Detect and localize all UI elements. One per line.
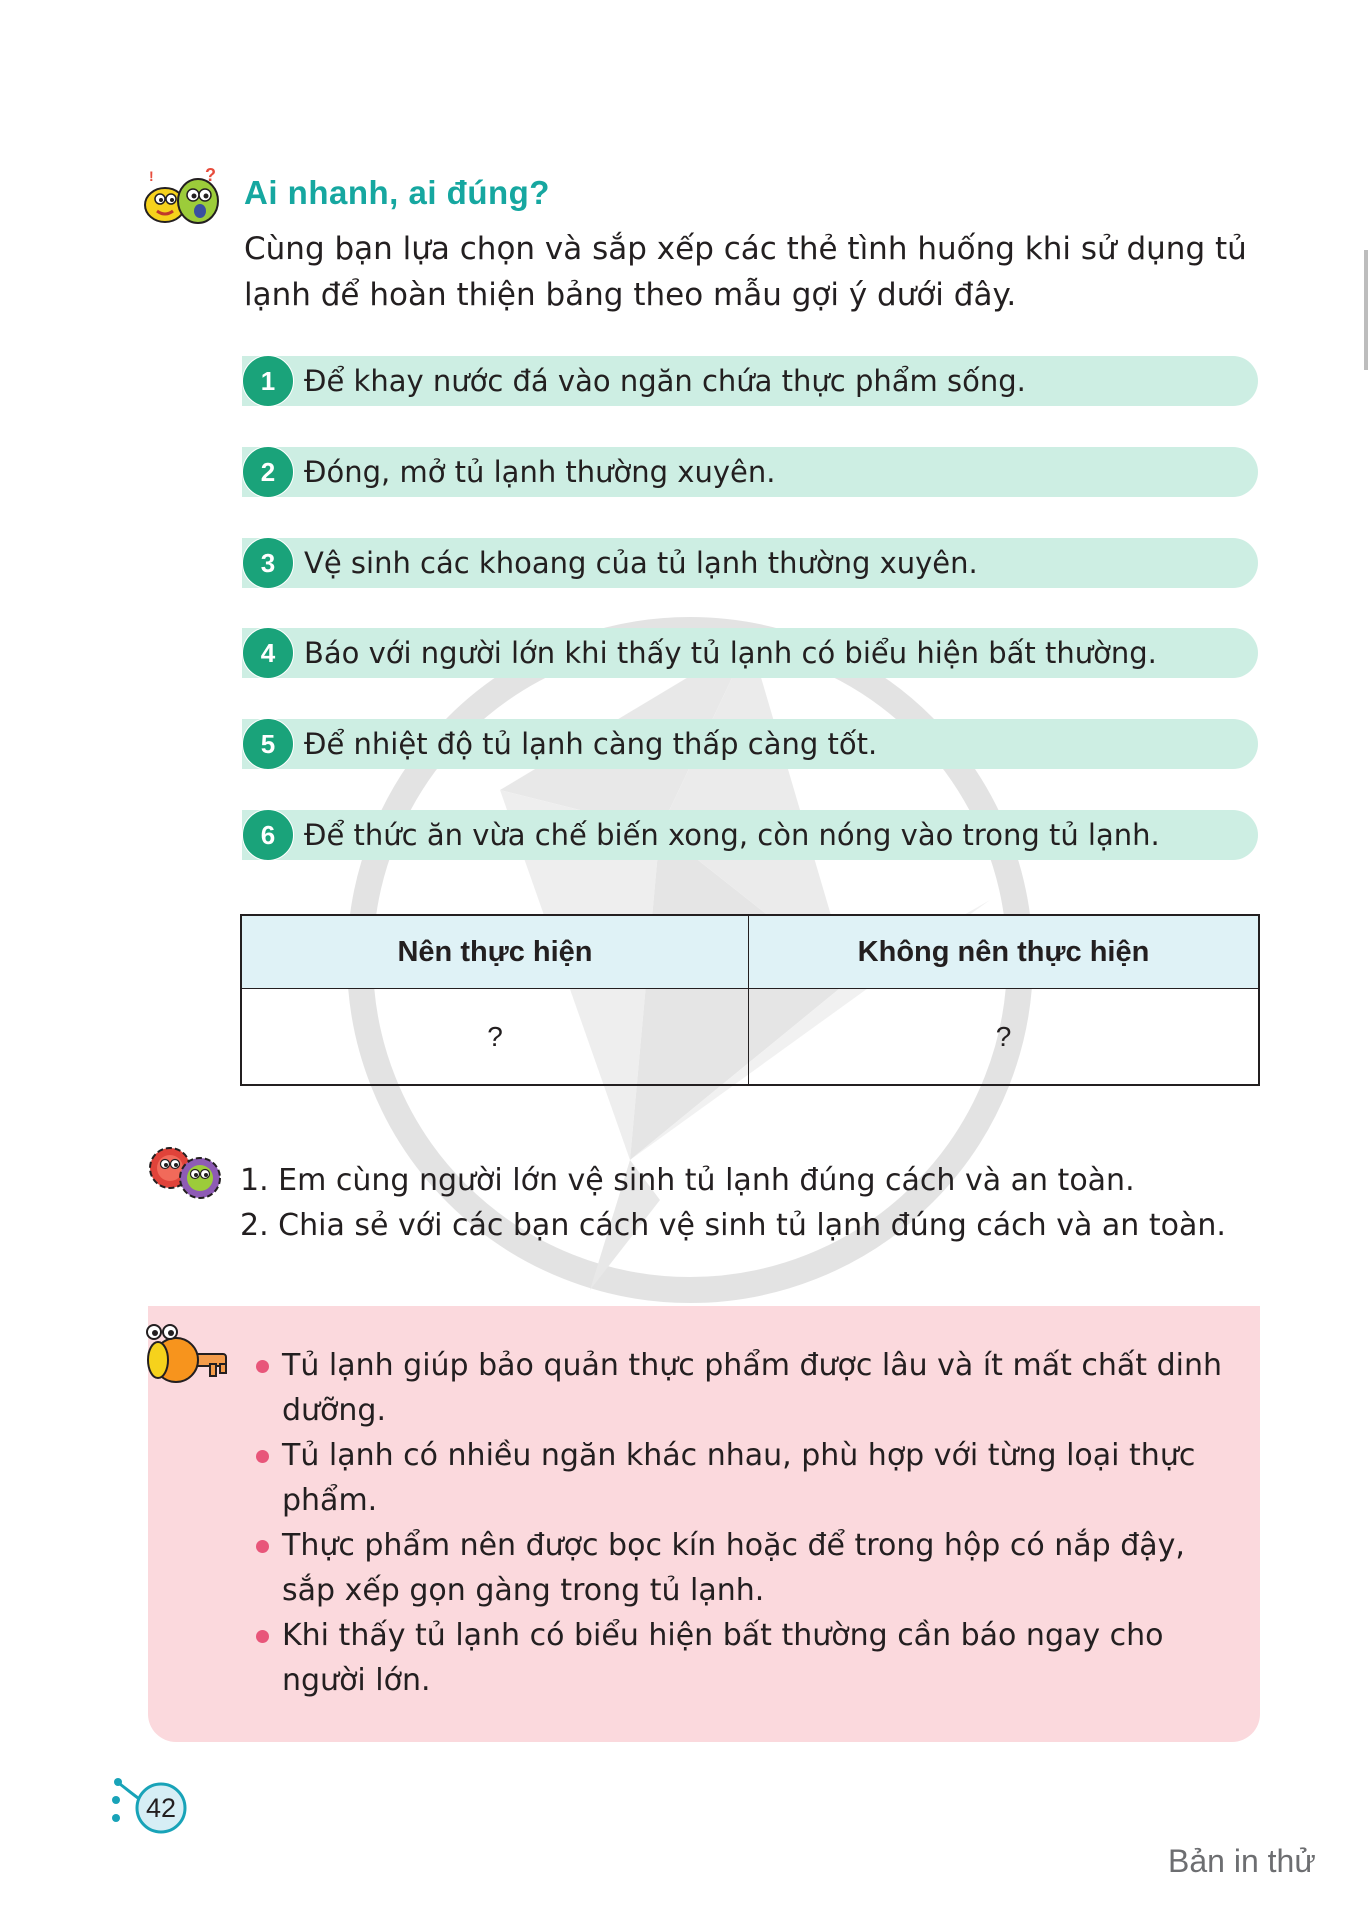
bullet-dot xyxy=(256,1540,269,1553)
situation-card-4[interactable] xyxy=(242,628,1258,678)
situation-card-6[interactable] xyxy=(242,810,1258,860)
summary-item-2 xyxy=(282,1433,1242,1523)
table-header-should-not: Không nên thực hiện xyxy=(749,916,1258,989)
summary-item-3 xyxy=(282,1523,1242,1613)
svg-text:!: ! xyxy=(149,168,154,184)
activity-instructions: Cùng bạn lựa chọn và sắp xếp các thẻ tình huống khi sử dụng tủ lạnh để hoàn thiện bảng theo mẫu gợi ý dưới đây. xyxy=(244,231,1247,313)
draft-label: Bản in thử xyxy=(1168,1843,1316,1879)
table-header-should: Nên thực hiện xyxy=(242,916,748,989)
card-text: Để khay nước đá vào ngăn chứa thực phẩm sống. xyxy=(304,364,1026,398)
page-edge-mark xyxy=(1364,250,1368,370)
apply-item-2: 2. Chia sẻ với các bạn cách vệ sinh tủ lạnh đúng cách và an toàn. xyxy=(240,1208,1226,1243)
card-text: Đóng, mở tủ lạnh thường xuyên. xyxy=(304,455,776,489)
table-cell-should-not[interactable]: ? xyxy=(995,1021,1012,1052)
sorting-table xyxy=(240,914,1260,1086)
card-text: Để nhiệt độ tủ lạnh càng thấp càng tốt. xyxy=(304,727,878,761)
svg-text:?: ? xyxy=(205,165,216,185)
situation-card-5[interactable] xyxy=(242,719,1258,769)
card-number-badge: 1 xyxy=(242,355,294,407)
summary-text: Thực phẩm nên được bọc kín hoặc để trong hộp có nắp đậy, sắp xếp gọn gàng trong tủ lạnh. xyxy=(282,1528,1185,1608)
card-number-badge: 3 xyxy=(242,537,294,589)
situation-card-3[interactable] xyxy=(242,538,1258,588)
card-text: Báo với người lớn khi thấy tủ lạnh có biểu hiện bất thường. xyxy=(304,636,1157,670)
summary-text: Khi thấy tủ lạnh có biểu hiện bất thường cần báo ngay cho người lớn. xyxy=(282,1618,1164,1698)
situation-card-2[interactable] xyxy=(242,447,1258,497)
activity-title: Ai nhanh, ai đúng? xyxy=(244,174,550,211)
card-text: Để thức ăn vừa chế biến xong, còn nóng vào trong tủ lạnh. xyxy=(304,818,1160,852)
key-character-icon xyxy=(140,1322,230,1394)
thinking-characters-icon xyxy=(143,165,223,231)
gears-characters-icon xyxy=(146,1140,224,1202)
card-number-badge: 5 xyxy=(242,718,294,770)
summary-text: Tủ lạnh giúp bảo quản thực phẩm được lâu và ít mất chất dinh dưỡng. xyxy=(282,1348,1222,1428)
summary-item-4 xyxy=(282,1613,1242,1703)
bullet-dot xyxy=(256,1450,269,1463)
situation-card-1[interactable] xyxy=(242,356,1258,406)
apply-item-1: 1. Em cùng người lớn vệ sinh tủ lạnh đúng cách và an toàn. xyxy=(240,1163,1135,1198)
page-number: 42 xyxy=(145,1793,177,1823)
bullet-dot xyxy=(256,1360,269,1373)
card-number-badge: 4 xyxy=(242,627,294,679)
bullet-dot xyxy=(256,1630,269,1643)
table-cell-should[interactable]: ? xyxy=(487,1021,503,1052)
card-text: Vệ sinh các khoang của tủ lạnh thường xuyên. xyxy=(304,546,978,580)
summary-item-1 xyxy=(282,1343,1242,1433)
summary-text: Tủ lạnh có nhiều ngăn khác nhau, phù hợp với từng loại thực phẩm. xyxy=(282,1438,1196,1518)
card-number-badge: 2 xyxy=(242,446,294,498)
card-number-badge: 6 xyxy=(242,809,294,861)
